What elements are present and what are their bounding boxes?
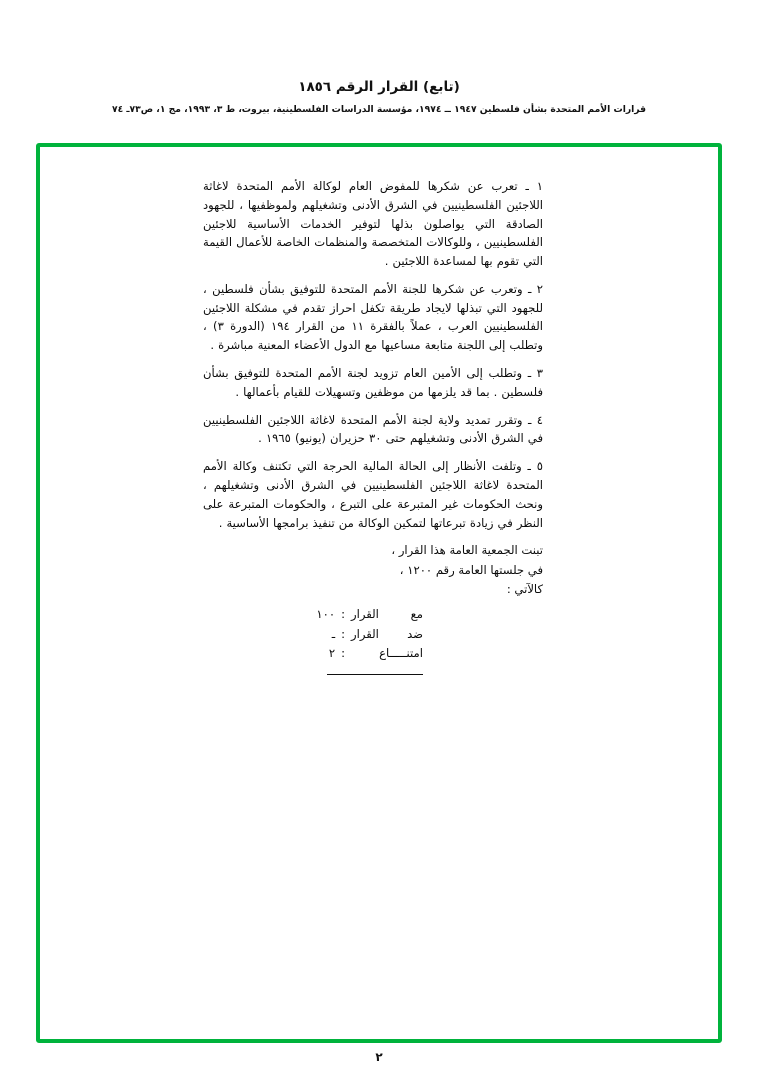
resolution-paragraph-1: ١ ـ تعرب عن شكرها للمفوض العام لوكالة الأمم المتحدة لاغاثة اللاجئين الفلسطينيين في الشرق الأدنى وتشغيلهم ولموظفيها ، للجهود الصادقة التي يواصلون بذلها لتوفير الخدمات الأساسية للاجئين الفلسطينيين ، وللوكالات المتخصصة والمنظمات الخاصة للأعمال القيمة التي تقوم بها لمساعدة اللاجئين .: [203, 179, 543, 269]
vote-label-for: مع القرار: [351, 606, 423, 621]
resolution-paragraph-2: ٢ ـ وتعرب عن شكرها للجنة الأمم المتحدة للتوفيق بشأن فلسطين ، للجهود التي تبذلها لايجاد طريقة تكفل احراز تقدم في مشكلة اللاجئين الفلسطينيين العرب ، عملاً بالفقرة ١١ من القرار ١٩٤ (الدورة ٣) ، وتطلب إلى اللجنة متابعة مساعيها مع الدول الأعضاء المعنية مباشرة .: [203, 281, 543, 353]
page-title: (تابع) القرار الرقم ١٨٥٦: [298, 79, 460, 95]
vote-label-against: ضد القرار: [351, 626, 423, 641]
closing-line-1: تبنت الجمعية العامة هذا القرار ،: [391, 543, 543, 558]
resolution-paragraph-4: ٤ ـ وتقرر تمديد ولاية لجنة الأمم المتحدة لاغاثة اللاجئين الفلسطينيين في الشرق الأدنى وتشغيلهم حتى ٣٠ حزيران (يونيو) ١٩٦٥ .: [203, 412, 543, 446]
vote-value-against: ـ: [331, 626, 336, 641]
vote-separator-against: :: [341, 626, 345, 641]
closing-line-3: كالآتي :: [506, 581, 543, 596]
vote-value-abstain: ٢: [328, 646, 336, 661]
page-number: ٢: [375, 1050, 383, 1064]
vote-separator-abstain: :: [341, 646, 345, 661]
vote-row-against: [203, 625, 543, 645]
vote-value-for: ١٠٠: [316, 606, 336, 621]
green-content-frame: [36, 143, 722, 1043]
vote-label-abstain: امتنـــــاع: [379, 646, 423, 661]
source-citation: قرارات الأمم المتحدة بشأن فلسطين ١٩٤٧ ــ ١٩٧٤، مؤسسة الدراسات الفلسطينية، بيروت، ط ٣، ١٩٩٣، مج ١، ص٧٣ـ ٧٤: [111, 103, 647, 115]
page-header: [0, 78, 758, 117]
vote-row-abstain: [203, 644, 543, 664]
vote-separator-for: :: [341, 606, 345, 621]
resolution-paragraph-3: ٣ ـ وتطلب إلى الأمين العام تزويد لجنة الأمم المتحدة للتوفيق بشأن فلسطين . بما قد يلزمها من موظفين وتسهيلات للقيام بأعمالها .: [203, 366, 543, 399]
vote-row-for: [203, 605, 543, 625]
closing-line-2: في جلستها العامة رقم ١٢٠٠ ،: [399, 562, 543, 577]
closing-statement: [203, 541, 543, 599]
horizontal-rule: [327, 674, 423, 675]
resolution-paragraph-5: ٥ ـ وتلفت الأنظار إلى الحالة المالية الحرجة التي تكتنف وكالة الأمم المتحدة لاغاثة اللاجئين الفلسطينيين في الشرق الأدنى وتشغيلهم ، ونحث الحكومات غير المتبرعة على التبرع ، والحكومات المتبرعة على النظر في زيادة تبرعاتها لتمكين الوكالة من تنفيذ برامجها الأساسية .: [203, 459, 543, 530]
vote-tally: [203, 605, 543, 664]
body-text-column: [203, 177, 543, 675]
